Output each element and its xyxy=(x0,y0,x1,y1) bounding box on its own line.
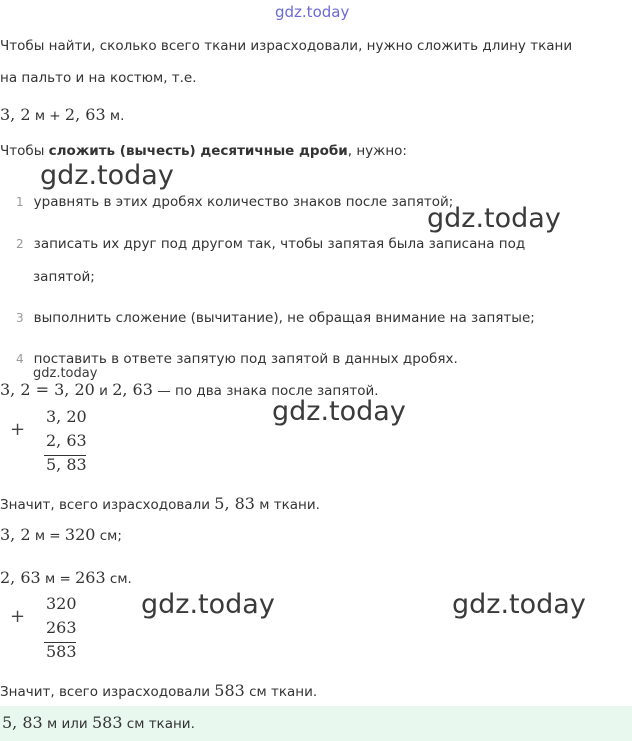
watermark-3: gdz.today xyxy=(272,396,406,427)
column-1-bottom: 2, 63 xyxy=(46,431,87,450)
result-1 xyxy=(0,495,320,514)
answer-box xyxy=(0,706,632,741)
answer-suffix: см ткани. xyxy=(122,716,195,732)
column-2-bottom: 263 xyxy=(46,618,77,637)
step-text: уравнять в этих дробях количество знаков после запятой; xyxy=(33,194,454,210)
intro-line-1: Чтобы найти, сколько всего ткани израсходовали, нужно сложить длину ткани xyxy=(0,38,573,54)
convert-2-unit: м = xyxy=(40,571,76,587)
value-b: 2, 63 xyxy=(64,105,106,124)
answer-mid: м или xyxy=(42,716,92,732)
step-text: поставить в ответе запятую под запятой в данных дробях. xyxy=(33,351,458,367)
watermark-top: gdz.today xyxy=(275,3,350,21)
step-number: 4 xyxy=(16,352,24,366)
equalize-note: — по два знака после запятой. xyxy=(152,383,379,399)
equalize-left: 3, 2 = 3, 20 xyxy=(0,380,95,399)
unit-a: м + xyxy=(30,108,65,124)
step-1 xyxy=(16,193,453,211)
rule-suffix: , нужно: xyxy=(347,143,407,159)
watermark-2: gdz.today xyxy=(427,203,561,234)
convert-2-result: 263 xyxy=(75,568,106,587)
rule-bold: сложить (вычесть) десятичные дроби xyxy=(48,143,348,159)
convert-2 xyxy=(0,569,132,588)
step-2-continuation: запятой; xyxy=(33,269,95,285)
watermark-5: gdz.today xyxy=(452,589,586,620)
intro-line-2: на пальто и на костюм, т.е. xyxy=(0,70,197,86)
result-2-prefix: Значит, всего израсходовали xyxy=(0,684,215,700)
unit-b: м. xyxy=(105,108,125,124)
convert-2-suffix: см. xyxy=(105,571,132,587)
column-2-result: 583 xyxy=(46,642,77,661)
plus-sign-1: + xyxy=(10,419,26,440)
convert-1-unit: м = xyxy=(30,528,65,544)
result-1-suffix: м ткани. xyxy=(254,497,320,513)
result-1-prefix: Значит, всего израсходовали xyxy=(0,497,215,513)
result-2 xyxy=(0,682,317,701)
column-2-top: 320 xyxy=(46,594,77,613)
watermark-1: gdz.today xyxy=(40,160,174,191)
column-1-result: 5, 83 xyxy=(46,455,87,474)
answer-value-1: 5, 83 xyxy=(2,713,43,732)
rule-intro xyxy=(0,142,407,160)
equalize-mid: и xyxy=(94,383,113,399)
watermark-4: gdz.today xyxy=(141,589,275,620)
sum-expression xyxy=(0,106,124,125)
step-text: выполнить сложение (вычитание), не обращая внимание на запятые; xyxy=(33,310,535,326)
equalize-right: 2, 63 xyxy=(112,380,153,399)
step-number: 2 xyxy=(16,237,24,251)
step-2 xyxy=(16,235,525,253)
convert-1 xyxy=(0,526,122,545)
convert-1-suffix: см; xyxy=(95,528,122,544)
convert-1-result: 320 xyxy=(64,525,96,544)
column-1-top: 3, 20 xyxy=(46,407,87,426)
result-1-value: 5, 83 xyxy=(214,494,255,513)
step-number: 1 xyxy=(16,195,24,209)
convert-2-value: 2, 63 xyxy=(0,568,41,587)
step-text: записать их друг под другом так, чтобы запятая была записана под xyxy=(33,236,526,252)
step-number: 3 xyxy=(16,311,24,325)
rule-prefix: Чтобы xyxy=(0,143,49,159)
plus-sign-2: + xyxy=(10,606,26,627)
convert-1-value: 3, 2 xyxy=(0,525,31,544)
value-a: 3, 2 xyxy=(0,105,31,124)
watermark-small: gdz.today xyxy=(33,366,98,381)
result-2-value: 583 xyxy=(214,681,245,700)
step-3 xyxy=(16,309,535,327)
result-2-suffix: см ткани. xyxy=(244,684,318,700)
answer-value-2: 583 xyxy=(91,713,123,732)
